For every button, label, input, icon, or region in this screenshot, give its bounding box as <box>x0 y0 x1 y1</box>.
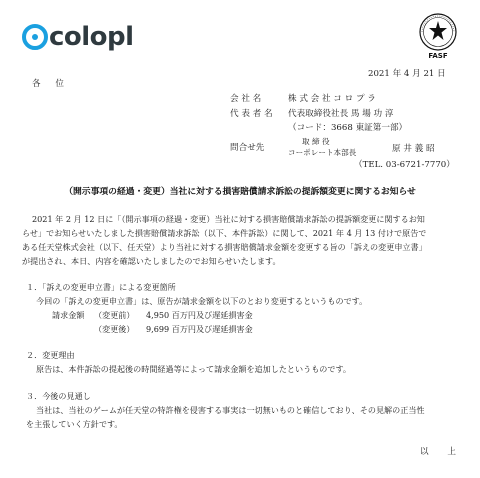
contact-name: 原 井 義 昭 <box>392 144 435 154</box>
section2-line: 原告は、本件訴訟の提起後の時間経過等によって請求金額を追加したというものです。 <box>36 364 352 374</box>
section3-heading: ３．今後の見通し <box>26 391 91 401</box>
section1-heading: １．「訴えの変更申立書」による変更箇所 <box>26 282 176 292</box>
before-label: （変更前） <box>94 310 135 320</box>
contact-role-1: 取 締 役 <box>302 137 330 146</box>
representative-label: 代 表 者 名 <box>230 109 273 119</box>
company-name-label: 会 社 名 <box>230 94 262 104</box>
section3-line-2: を主張していく方針です。 <box>26 419 123 429</box>
colopl-logo <box>22 24 134 50</box>
document-title: （開示事項の経過・変更）当社に対する損害賠償請求訴訟の提訴額変更に関するお知らせ <box>64 187 416 197</box>
after-label: （変更後） <box>94 324 135 334</box>
section3-line-1: 当社は、当社のゲームが任天堂の特許権を侵害する事実は一切無いものと確信しており、その見解の正当性 <box>36 405 425 415</box>
section2-heading: ２．変更理由 <box>26 350 75 360</box>
contact-role-2: コーポレート本部長 <box>288 148 357 157</box>
contact-tel: （TEL. 03-6721-7770） <box>354 160 455 170</box>
closing-mark: 以 上 <box>420 447 464 457</box>
addressee: 各 位 <box>32 79 70 89</box>
brand-name: colopl <box>49 22 134 52</box>
intro-line-1: 2021 年 2 月 12 日に「（開示事項の経過・変更）当社に対する損害賠償請求訴訟の提訴額変更に関するお知 <box>32 214 425 224</box>
section1-line: 今回の「訴えの変更申立書」は、原告が請求金額を以下のとおり変更するというものです。 <box>36 296 368 306</box>
contact-label: 問合せ先 <box>230 143 265 153</box>
intro-line-3: ある任天堂株式会社（以下、任天堂）より当社に対する損害賠償請求金額を変更する旨の「訴えの変更申立書」 <box>22 242 427 252</box>
intro-line-2: らせ」でお知らせいたしました損害賠償請求訴訟（以下、本件訴訟）に関して、2021 年 4 月 13 付けで原告で <box>22 228 427 238</box>
before-value: 4,950 百万円及び遅延損害金 <box>146 310 253 320</box>
fasf-seal-icon <box>416 12 460 52</box>
company-name-value: 株 式 会 社 コ ロ プ ラ <box>288 94 376 104</box>
stock-code: （コード：3668 東証第一部） <box>288 123 408 133</box>
representative-value: 代表取締役社長 馬 場 功 淳 <box>288 109 394 119</box>
release-date: 2021 年 4 月 21 日 <box>368 69 446 79</box>
intro-line-4: が提出され、本日、内容を確認いたしましたのでお知らせいたします。 <box>22 256 281 266</box>
after-value: 9,699 百万円及び遅延損害金 <box>146 324 253 334</box>
fasf-label: FASF <box>428 52 448 60</box>
colopl-dot-icon <box>22 24 48 50</box>
fasf-logo <box>416 12 460 64</box>
claim-label: 請求金額 <box>52 310 85 320</box>
